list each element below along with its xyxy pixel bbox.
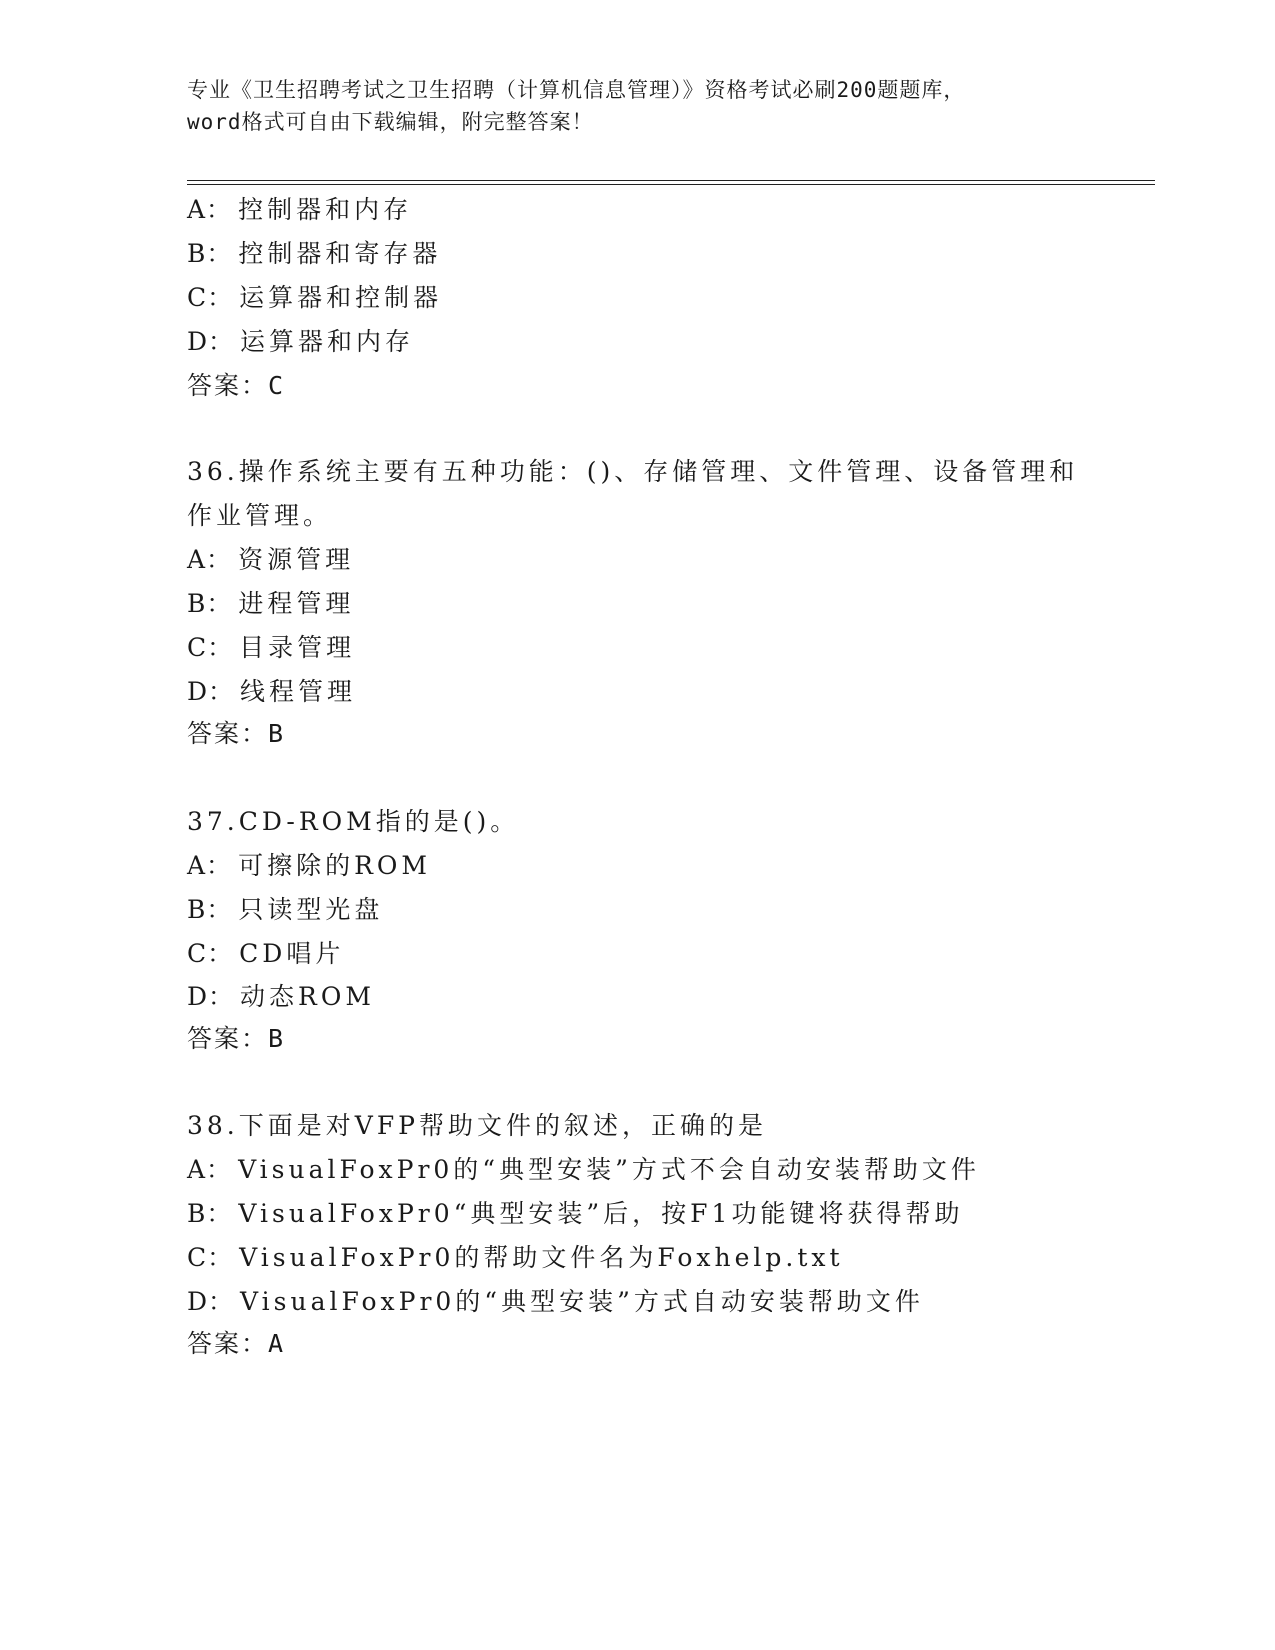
option-letter: D：: [187, 327, 235, 356]
q37-option-d: [187, 977, 375, 1017]
option-letter: B：: [187, 239, 233, 268]
q36-stem-line-2: 作业管理。: [187, 501, 333, 530]
option-letter: A：: [187, 545, 233, 574]
q36-option-a: [187, 540, 354, 580]
option-letter: D：: [187, 677, 235, 706]
option-text: 线程管理: [240, 677, 357, 706]
option-text: CD唱片: [239, 939, 345, 968]
header-line-1: 专业《卫生招聘考试之卫生招聘（计算机信息管理）》资格考试必刷200题题库，: [187, 78, 966, 102]
q37-option-c: [187, 934, 344, 974]
option-letter: D：: [187, 1287, 235, 1316]
option-letter: C：: [187, 633, 234, 662]
q36-option-d: [187, 672, 356, 712]
option-text: 控制器和内存: [238, 195, 413, 224]
option-letter: C：: [187, 283, 234, 312]
option-letter: B：: [187, 589, 233, 618]
option-text: 运算器和控制器: [239, 283, 443, 312]
option-letter: B：: [187, 895, 233, 924]
option-text: 目录管理: [239, 633, 356, 662]
option-letter: D：: [187, 982, 235, 1011]
option-text: 运算器和内存: [240, 327, 415, 356]
option-text: VisualFoxPr0的帮助文件名为Foxhelp.txt: [239, 1243, 844, 1272]
q35-answer: 答案：C: [187, 371, 286, 400]
q35-option-a: [187, 190, 412, 230]
option-letter: A：: [187, 1155, 233, 1184]
option-letter: B：: [187, 1199, 233, 1228]
option-text: 可擦除的ROM: [238, 851, 431, 880]
option-letter: A：: [187, 851, 233, 880]
q37-stem: 37.CD-ROM指的是()。: [187, 807, 520, 836]
q37-answer: 答案：B: [187, 1024, 286, 1053]
option-text: VisualFoxPr0的“典型安装”方式不会自动安装帮助文件: [238, 1155, 980, 1184]
q38-option-d: [187, 1282, 924, 1322]
header-divider-bottom: [187, 184, 1155, 185]
option-letter: C：: [187, 1243, 234, 1272]
q37-option-a: [187, 846, 431, 886]
q38-option-c: [187, 1238, 844, 1278]
header-divider-top: [187, 180, 1155, 181]
option-text: 动态ROM: [240, 982, 375, 1011]
q38-option-a: [187, 1150, 980, 1190]
q35-option-d: [187, 322, 414, 362]
q36-stem-line-1: 36.操作系统主要有五种功能：()、存储管理、文件管理、设备管理和: [187, 457, 1079, 486]
q36-option-b: [187, 584, 354, 624]
option-text: 控制器和寄存器: [238, 239, 442, 268]
document-header: [187, 74, 1067, 138]
q36-option-c: [187, 628, 355, 668]
q36-answer: 答案：B: [187, 719, 286, 748]
q38-stem: 38.下面是对VFP帮助文件的叙述，正确的是: [187, 1111, 767, 1140]
q38-option-b: [187, 1194, 963, 1234]
option-text: 只读型光盘: [238, 895, 384, 924]
q38-answer: 答案：A: [187, 1329, 286, 1358]
header-line-2: word格式可自由下载编辑，附完整答案！: [187, 110, 594, 134]
option-text: 资源管理: [238, 545, 355, 574]
option-text: 进程管理: [238, 589, 355, 618]
option-letter: A：: [187, 195, 233, 224]
option-text: VisualFoxPr0“典型安装”后，按F1功能键将获得帮助: [238, 1199, 964, 1228]
q35-option-b: [187, 234, 441, 274]
option-text: VisualFoxPr0的“典型安装”方式自动安装帮助文件: [240, 1287, 924, 1316]
q37-option-b: [187, 890, 383, 930]
option-letter: C：: [187, 939, 234, 968]
q35-option-c: [187, 278, 442, 318]
